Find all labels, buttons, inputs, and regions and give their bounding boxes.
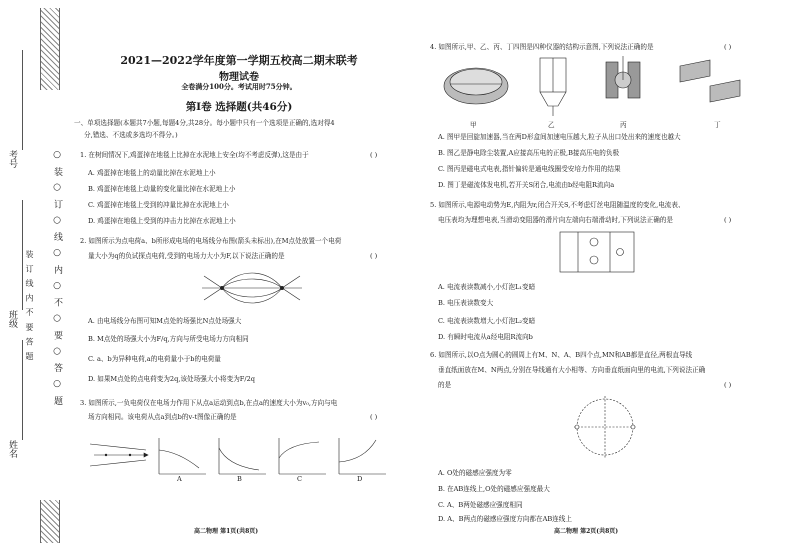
q5-bracket: ( ) [724, 216, 732, 224]
section-title: 第Ⅰ卷 选择题(共46分) [185, 101, 293, 113]
page-2 [424, 0, 786, 551]
q4-bracket: ( ) [724, 43, 732, 51]
q3-label-d: D [357, 475, 363, 483]
q4-option-c: C. 图丙是磁电式电表,指针偏转是通电线圈受安培力作用的结果 [438, 165, 621, 173]
q4-fig-ding [670, 56, 760, 116]
q5-stem2: 电压表均为理想电表,当滑动变阻器的滑片向左端向右端滑动时,下列说法正确的是 [438, 216, 673, 224]
q5-stem1: 5. 如图所示,电源电动势为E,内阻为r,闭合开关S,不考虑灯丝电阻随温度的变化,电流表、 [430, 201, 685, 209]
q4-stem: 4. 如图所示,甲、乙、丙、丁四图是四种仪器的结构示意图,下列说法正确的是 [430, 43, 654, 51]
q2-bracket: ( ) [370, 252, 378, 260]
kaohao-line [22, 50, 23, 150]
q5-option-b: B. 电压表读数变大 [438, 299, 494, 307]
q3-graph-a [154, 436, 209, 476]
q4-option-d: D. 图丁是磁流体发电机,若开关S闭合,电流由b经电阻R流向a [438, 181, 615, 189]
q4-label-yi: 乙 [548, 121, 555, 129]
q2-option-d: D. 如果M点处的点电荷变为2q,该处场强大小将变为F/2q [88, 375, 255, 383]
q3-field-figure [88, 440, 148, 470]
q6-stem2: 垂直纸面放在M、N两点,分别在导线通有大小相等、方向垂直纸面向里的电流,下列说法正确 [438, 366, 706, 374]
label-banji: 班级 [7, 310, 17, 328]
q5-option-a: A. 电流表读数减小,小灯泡L₁变暗 [438, 283, 536, 291]
q1-option-c: C. 鸡蛋掉在地毯上受到的冲量比掉在水泥地上小 [88, 201, 229, 209]
xingming-line [22, 340, 23, 440]
q4-option-b: B. 图乙是静电除尘装置,A应接高压电的正极,B接高压电的负极 [438, 149, 620, 157]
instructions-line2: 分,错选、不选或多选均不得分。) [84, 131, 178, 139]
q2-option-c: C. a、b为异种电荷,a的电荷量小于b的电荷量 [88, 355, 221, 363]
q3-label-b: B [237, 475, 242, 483]
q4-label-jia: 甲 [470, 121, 477, 129]
q1-stem: 1. 在树间情况下,鸡蛋掉在地毯上比掉在水泥地上安全(均不考虑反弹),这是由于 [80, 151, 309, 159]
page-1 [74, 0, 394, 551]
q6-circle-figure [570, 392, 640, 462]
q1-option-a: A. 鸡蛋掉在地毯上的动量比掉在水泥地上小 [88, 169, 216, 177]
q5-option-d: D. 有瞬时电流从a经电阻R流向b [438, 333, 533, 341]
q6-bracket: ( ) [724, 381, 732, 389]
q5-circuit-figure [554, 228, 640, 278]
q1-bracket: ( ) [370, 151, 378, 159]
q3-label-c: C [297, 475, 303, 483]
charge-a [220, 286, 224, 290]
q3-stem2: 场方向相同。该电荷从点a到点b的v-t图像正确的是 [88, 413, 237, 421]
label-xingming: 姓名 [7, 440, 17, 458]
charge-b [280, 286, 284, 290]
q3-label-a: A [177, 475, 182, 483]
q4-fig-yi [528, 54, 578, 118]
exam-title: 2021—2022学年度第一学期五校高二期末联考 [120, 54, 358, 67]
q3-graph-d [334, 436, 389, 476]
q2-stem1: 2. 如图所示为点电荷a、b所形成电场的电场线分布图(箭头未标出),在M点处放置一个电荷 [80, 237, 342, 245]
page1-footer: 高二物理 第1页(共8页) [194, 528, 259, 535]
q1-option-b: B. 鸡蛋掉在地毯上动量的变化量比掉在水泥地上小 [88, 185, 236, 193]
instructions-line1: 一、单项选择题(本题共7小题,每题4分,共28分。每小题中只有一个选项是正确的,选对得4 [74, 119, 335, 127]
q4-fig-jia [438, 56, 518, 116]
q2-field-line-figure [202, 266, 302, 310]
banji-line [22, 200, 23, 310]
q6-option-d: D. A、B两点的磁感应强度方向都在AB连线上 [438, 515, 572, 523]
q3-graph-c [274, 436, 329, 476]
q4-label-ding: 丁 [714, 121, 721, 129]
q6-stem1: 6. 如图所示,以O点为圆心的圆周上有M、N、A、B四个点,MN和AB都是直径,两根直导线 [430, 351, 693, 359]
q3-graph-b [214, 436, 269, 476]
exam-subject: 物理试卷 [219, 72, 259, 83]
q4-option-a: A. 图甲是回旋加速器,当在两D形盒间加速电压越大,粒子从出口处出来的速度也越大 [438, 133, 681, 141]
q1-option-d: D. 鸡蛋掉在地毯上受到的冲击力比掉在水泥地上小 [88, 217, 236, 225]
seal-text: ○ 装 ○ 订 ○ 线 ○ 内 ○ 不 ○ 要 ○ 答 ○ 题 [38, 90, 64, 500]
q2-stem2: 量大小为q的负试探点电荷,受到的电场力大小为F,以下说法正确的是 [88, 252, 285, 260]
exam-info: 全卷满分100分。考试用时75分钟。 [181, 82, 297, 91]
q6-option-c: C. A、B两处磁感应强度相同 [438, 501, 523, 509]
q3-bracket: ( ) [370, 413, 378, 421]
q5-option-c: C. 电流表读数增大,小灯泡L₂变暗 [438, 317, 536, 325]
q4-label-bing: 丙 [620, 121, 627, 129]
binding-margin [0, 0, 72, 551]
q2-option-a: A. 由电场线分布图可知M点处的场强比N点处场强大 [88, 317, 242, 325]
lower-seal: 装 订 线 内 不 要 答 题 [25, 250, 34, 362]
q3-stem1: 3. 如图所示,一负电荷仅在电场力作用下从点a运动到点b,在点a的速度大小为v₀,方向与电 [80, 399, 338, 407]
q6-option-b: B. 在AB连线上,O处的磁感应强度最大 [438, 485, 550, 493]
label-kaohao: 考号 [7, 150, 17, 168]
q6-stem3: 的是 [438, 381, 452, 389]
q6-option-a: A. O处的磁感应强度为零 [438, 469, 512, 477]
q4-fig-bing [588, 54, 658, 118]
page2-footer: 高二物理 第2页(共8页) [554, 528, 619, 535]
q2-option-b: B. M点处的场强大小为F/q,方向与所受电场力方向相同 [88, 335, 249, 343]
